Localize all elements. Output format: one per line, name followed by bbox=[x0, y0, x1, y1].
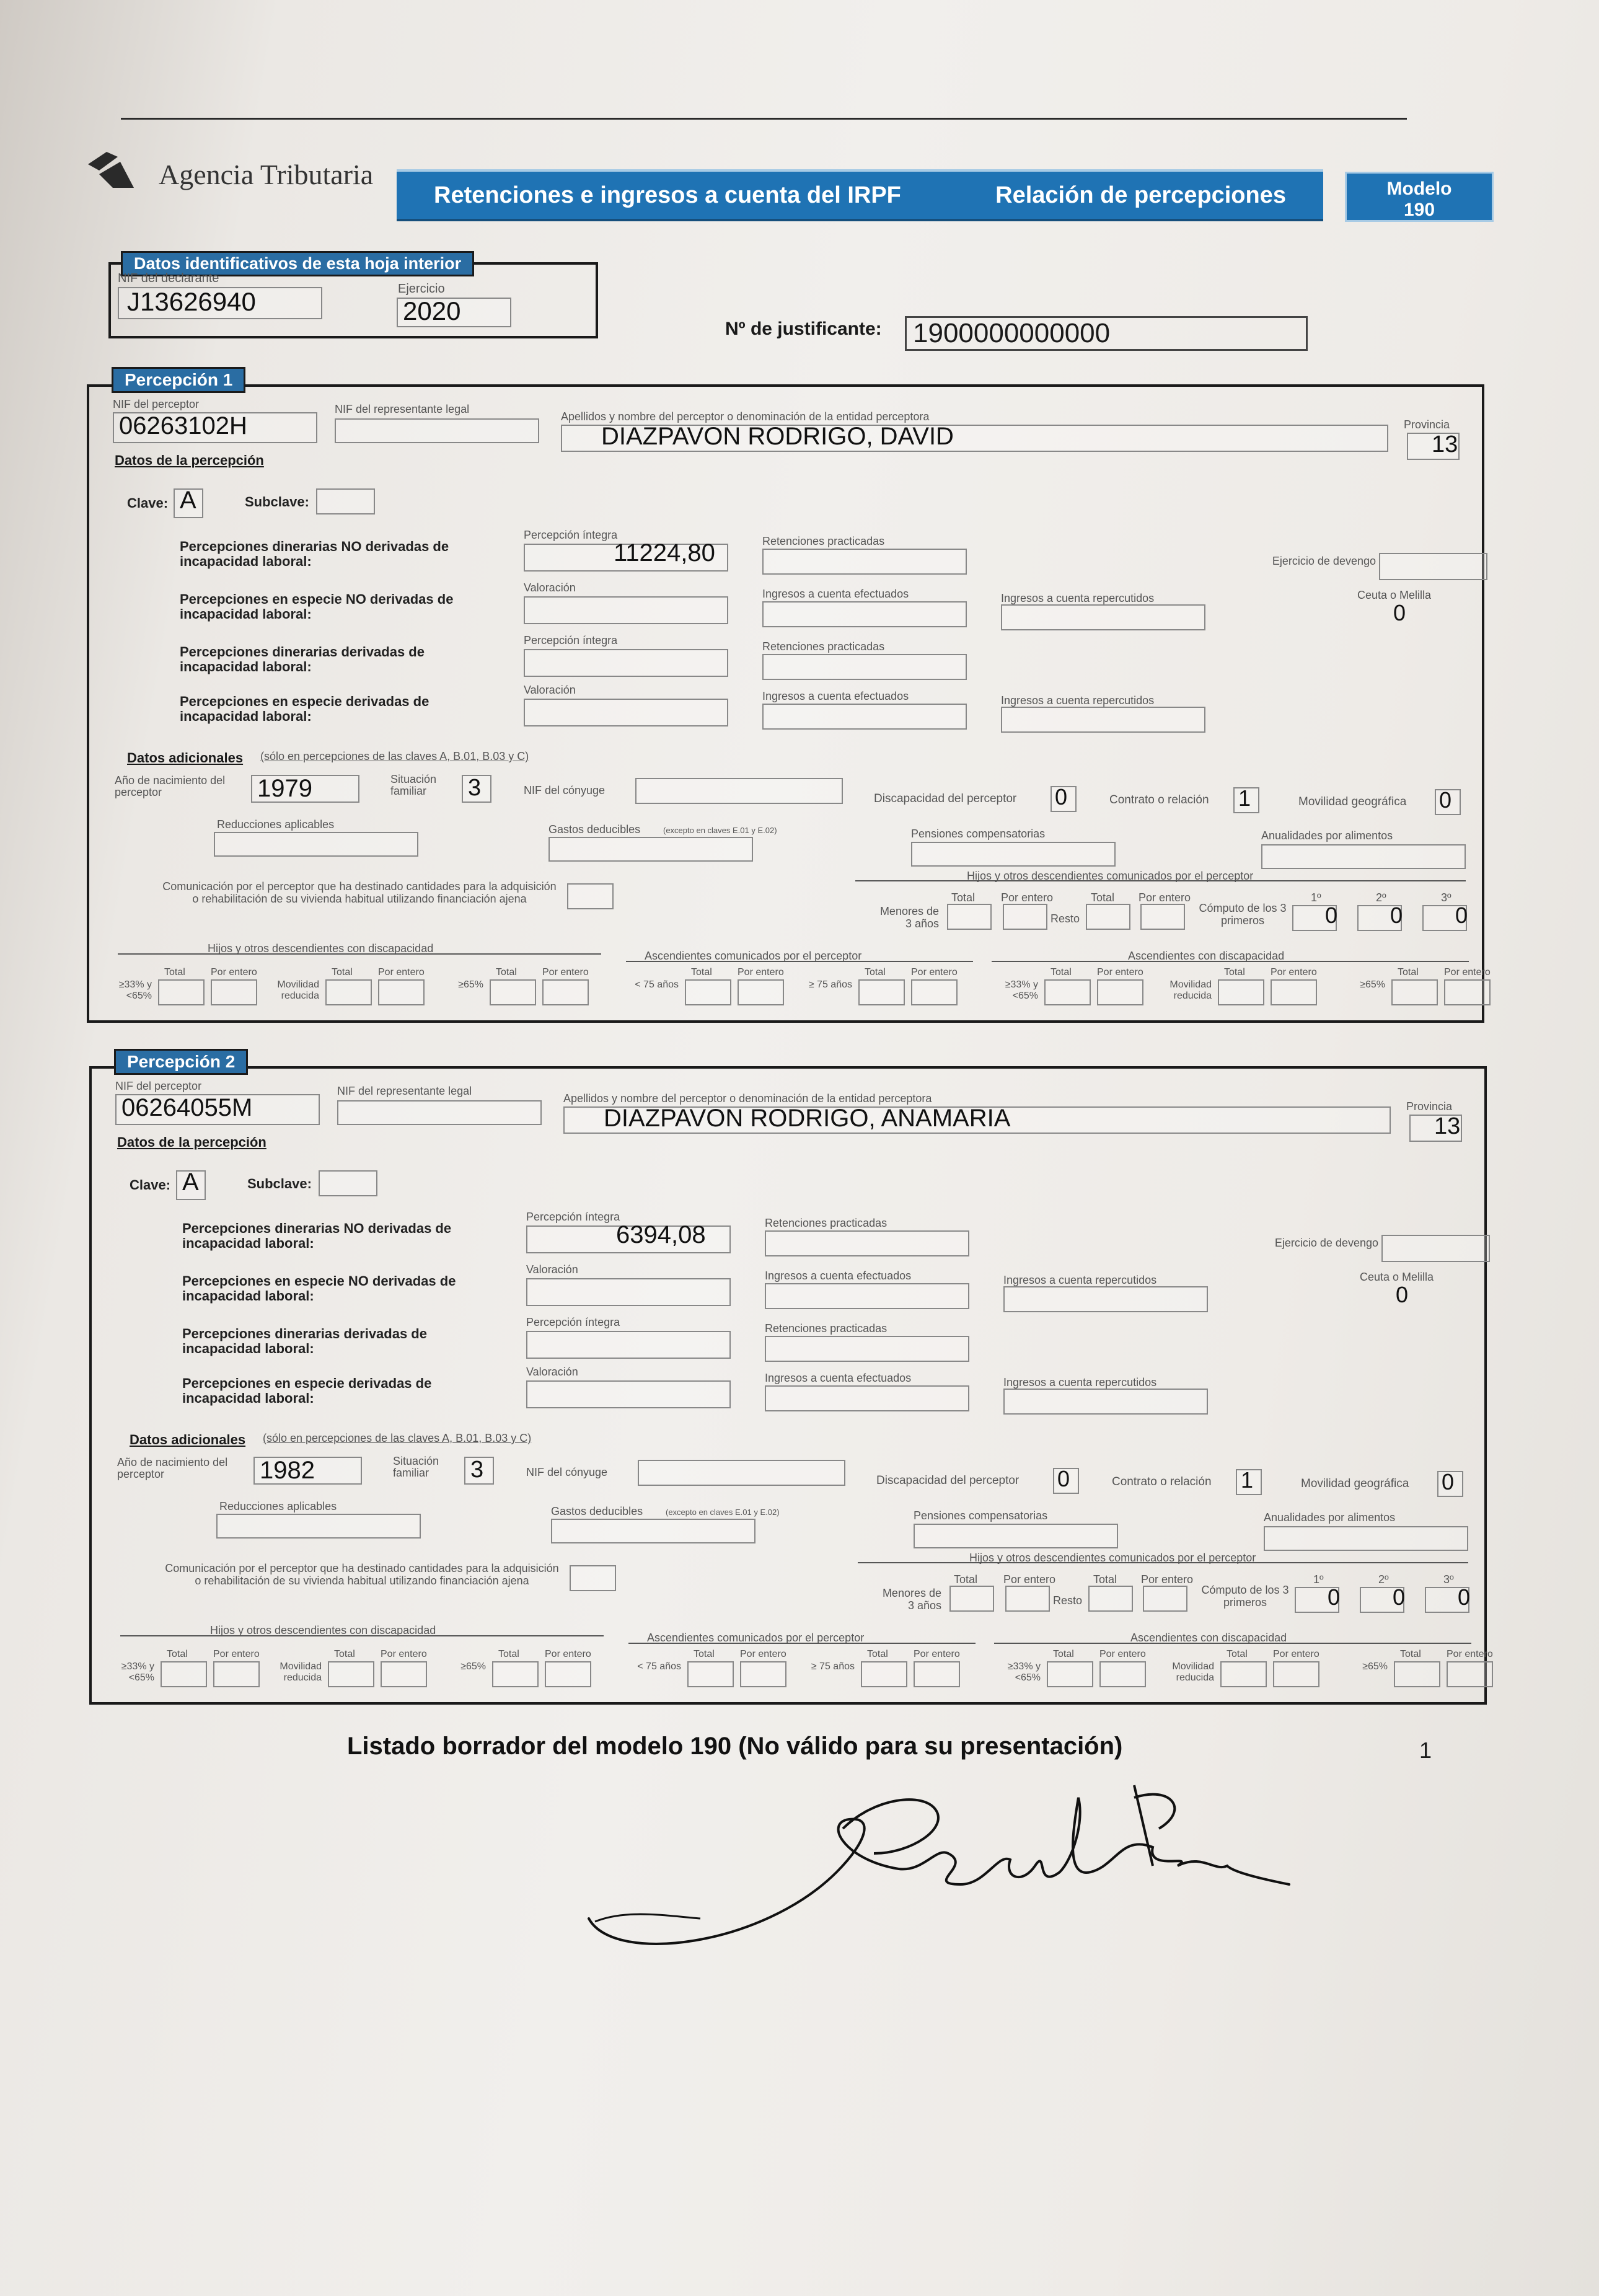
reducciones-label: Reducciones aplicables bbox=[217, 818, 335, 831]
datos-adicionales-heading: Datos adicionales bbox=[130, 1432, 246, 1447]
modelo-label: Modelo bbox=[1386, 179, 1452, 199]
col2-field[interactable] bbox=[762, 549, 967, 575]
total-field[interactable] bbox=[687, 1661, 734, 1687]
apellidos-label: Apellidos y nombre del perceptor o denominación de la entidad perceptora bbox=[561, 410, 930, 423]
ingresos-repercutidos-label: Ingresos a cuenta repercutidos bbox=[1003, 1376, 1157, 1389]
group-label: < 75 años bbox=[635, 979, 679, 990]
entero-field[interactable] bbox=[740, 1661, 786, 1687]
form-subtitle: Relación de percepciones bbox=[995, 182, 1286, 208]
total-field[interactable] bbox=[858, 979, 905, 1005]
computo-label: Cómputo de los 3 primeros bbox=[1199, 902, 1287, 927]
nif-perceptor-label: NIF del perceptor bbox=[115, 1080, 202, 1092]
anio-nacimiento-label: Año de nacimiento del perceptor bbox=[117, 1456, 228, 1480]
anualidades-field[interactable] bbox=[1264, 1526, 1468, 1551]
clave-label: Clave: bbox=[130, 1177, 171, 1193]
percepcion-row-label: Percepciones dinerarias NO derivadas de incapacidad laboral: bbox=[180, 539, 449, 569]
por-entero-label: Por entero bbox=[914, 1649, 960, 1659]
comunicacion-field[interactable] bbox=[567, 883, 614, 909]
subclave-field[interactable] bbox=[319, 1170, 377, 1196]
group-label: Movilidad reducida bbox=[280, 1661, 322, 1683]
gastos-field[interactable] bbox=[551, 1519, 755, 1543]
ascendientes-label: Ascendientes comunicados por el perceptor bbox=[647, 1631, 865, 1644]
col2-field[interactable] bbox=[762, 654, 967, 680]
entero-field[interactable] bbox=[911, 979, 958, 1005]
movilidad-value: 0 bbox=[1439, 787, 1452, 813]
col2-field[interactable] bbox=[765, 1385, 969, 1411]
col1-field[interactable] bbox=[526, 1331, 731, 1359]
situacion-label: Situación familiar bbox=[393, 1455, 439, 1479]
por-entero-label: Por entero bbox=[211, 967, 257, 978]
por-entero-label: Por entero bbox=[1139, 891, 1191, 904]
total-field[interactable] bbox=[161, 1661, 207, 1687]
resto-label: Resto bbox=[1053, 1594, 1083, 1607]
total-label: Total bbox=[1227, 1649, 1248, 1659]
por-entero-label: Por entero bbox=[911, 967, 958, 978]
col2-label: Ingresos a cuenta efectuados bbox=[765, 1269, 912, 1282]
group-label: Movilidad reducida bbox=[1172, 1661, 1214, 1683]
col2-label: Retenciones practicadas bbox=[762, 535, 885, 547]
percepcion-row-label: Percepciones dinerarias derivadas de incapacidad laboral: bbox=[182, 1326, 427, 1356]
entero-field[interactable] bbox=[738, 979, 784, 1005]
total-field[interactable] bbox=[490, 979, 536, 1005]
modelo-badge bbox=[1345, 172, 1494, 222]
entero-field[interactable] bbox=[545, 1661, 591, 1687]
entero-field[interactable] bbox=[1444, 979, 1491, 1005]
computo-col-label: 1º bbox=[1313, 1573, 1324, 1586]
discapacidad-label: Discapacidad del perceptor bbox=[876, 1474, 1020, 1487]
percepcion-row-label: Percepciones en especie NO derivadas de incapacidad laboral: bbox=[180, 591, 454, 622]
nif-perceptor-value: 06264055M bbox=[121, 1094, 253, 1121]
group-label: ≥ 75 años bbox=[808, 979, 852, 990]
total-label: Total bbox=[496, 967, 517, 978]
total-label: Total bbox=[332, 967, 353, 978]
entero-field[interactable] bbox=[542, 979, 589, 1005]
menores-label: Menores de 3 años bbox=[879, 905, 939, 930]
subclave-label: Subclave: bbox=[245, 494, 309, 510]
computo-value: 0 bbox=[1393, 1584, 1406, 1610]
computo-col-label: 2º bbox=[1378, 1573, 1389, 1586]
total-label: Total bbox=[1398, 967, 1419, 978]
group-label: ≥65% bbox=[1362, 1661, 1388, 1672]
justificante-label: Nº de justificante: bbox=[725, 319, 882, 339]
discapacidad-value: 0 bbox=[1057, 1466, 1070, 1491]
provincia-label: Provincia bbox=[1404, 418, 1450, 431]
resto-label: Resto bbox=[1051, 912, 1080, 925]
menores-total-field[interactable] bbox=[947, 904, 992, 930]
ceuta-value: 0 bbox=[1393, 600, 1406, 625]
total-label: Total bbox=[691, 967, 712, 978]
provincia-value: 13 bbox=[1434, 1113, 1461, 1139]
anio-value: 1982 bbox=[260, 1457, 315, 1484]
movilidad-label: Movilidad geográfica bbox=[1298, 795, 1407, 808]
computo-value: 0 bbox=[1458, 1584, 1471, 1610]
datos-adicionales-note: (sólo en percepciones de las claves A, B.01, B.03 y C) bbox=[260, 750, 529, 762]
total-label: Total bbox=[1051, 967, 1072, 978]
total-field[interactable] bbox=[861, 1661, 907, 1687]
por-entero-label: Por entero bbox=[1001, 891, 1054, 904]
situacion-value: 3 bbox=[468, 775, 482, 801]
menores-entero-field[interactable] bbox=[1003, 904, 1047, 930]
total-label: Total bbox=[334, 1649, 355, 1659]
total-field[interactable] bbox=[158, 979, 205, 1005]
total-field[interactable] bbox=[1220, 1661, 1267, 1687]
por-entero-label: Por entero bbox=[1003, 1573, 1056, 1586]
total-label: Total bbox=[954, 1573, 978, 1586]
total-field[interactable] bbox=[1218, 979, 1264, 1005]
group-label: ≥65% bbox=[1360, 979, 1385, 990]
entero-field[interactable] bbox=[1447, 1661, 1493, 1687]
comunicacion-label: Comunicación por el perceptor que ha destinado cantidades para la adquisición o rehabilitación de su vivienda habitual utilizando financiación ajena bbox=[165, 1562, 559, 1587]
pensiones-field[interactable] bbox=[914, 1524, 1118, 1548]
total-field[interactable] bbox=[328, 1661, 374, 1687]
entero-field[interactable] bbox=[381, 1661, 427, 1687]
col2-field[interactable] bbox=[765, 1283, 969, 1309]
justificante-value[interactable]: 1900000000000 bbox=[905, 316, 1308, 351]
por-entero-label: Por entero bbox=[1141, 1573, 1194, 1586]
total-label: Total bbox=[1224, 967, 1245, 978]
datos-adicionales-heading: Datos adicionales bbox=[127, 750, 244, 766]
signature-image bbox=[576, 1760, 1302, 1965]
col1-label: Percepción íntegra bbox=[524, 634, 618, 647]
percepcion-row-label: Percepciones dinerarias NO derivadas de incapacidad laboral: bbox=[182, 1221, 452, 1251]
group-label: ≥33% y <65% bbox=[1005, 979, 1038, 1001]
total-label: Total bbox=[1053, 1649, 1074, 1659]
modelo-number: 190 bbox=[1403, 200, 1435, 220]
resto-entero-field[interactable] bbox=[1140, 904, 1185, 930]
ingresos-repercutidos-field[interactable] bbox=[1001, 604, 1205, 630]
nif-conyuge-label: NIF del cónyuge bbox=[526, 1466, 608, 1478]
computo-label: Cómputo de los 3 primeros bbox=[1201, 1584, 1289, 1609]
entero-field[interactable] bbox=[1273, 1661, 1319, 1687]
por-entero-label: Por entero bbox=[1097, 967, 1143, 978]
identification-title: Datos identificativos de esta hoja interior bbox=[121, 251, 474, 276]
computo-col-label: 3º bbox=[1443, 1573, 1454, 1586]
group-label: ≥ 75 años bbox=[811, 1661, 855, 1672]
percepcion-title: Percepción 1 bbox=[112, 367, 245, 393]
col1-label: Percepción íntegra bbox=[524, 529, 618, 541]
por-entero-label: Por entero bbox=[378, 967, 425, 978]
ascendientes-disc-label: Ascendientes con discapacidad bbox=[1130, 1631, 1287, 1644]
entero-field[interactable] bbox=[378, 979, 425, 1005]
col2-field[interactable] bbox=[762, 601, 967, 627]
ceuta-label: Ceuta o Melilla bbox=[1357, 589, 1432, 601]
movilidad-value: 0 bbox=[1442, 1469, 1455, 1495]
group-label: < 75 años bbox=[637, 1661, 681, 1672]
por-entero-label: Por entero bbox=[542, 967, 589, 978]
datos-percepcion-heading: Datos de la percepción bbox=[117, 1134, 266, 1150]
resto-total-field[interactable] bbox=[1088, 1586, 1133, 1612]
reducciones-field[interactable] bbox=[216, 1514, 421, 1539]
agencia-logo-icon bbox=[88, 152, 134, 189]
ceuta-label: Ceuta o Melilla bbox=[1360, 1271, 1434, 1283]
col1-field[interactable] bbox=[524, 596, 728, 624]
ceuta-value: 0 bbox=[1396, 1282, 1409, 1307]
nombre-value: DIAZPAVON RODRIGO, ANAMARIA bbox=[604, 1105, 1011, 1132]
por-entero-label: Por entero bbox=[545, 1649, 591, 1659]
nif-perceptor-label: NIF del perceptor bbox=[113, 398, 200, 410]
apellidos-label: Apellidos y nombre del perceptor o denominación de la entidad perceptora bbox=[563, 1092, 932, 1105]
total-field[interactable] bbox=[325, 979, 372, 1005]
menores-entero-field[interactable] bbox=[1005, 1586, 1050, 1612]
entero-field[interactable] bbox=[1097, 979, 1143, 1005]
anualidades-label: Anualidades por alimentos bbox=[1264, 1511, 1396, 1524]
computo-value: 0 bbox=[1325, 903, 1338, 928]
percepcion-row-label: Percepciones en especie derivadas de incapacidad laboral: bbox=[182, 1375, 432, 1406]
hijos-discapacidad-label: Hijos y otros descendientes con discapacidad bbox=[210, 1624, 436, 1636]
anio-nacimiento-label: Año de nacimiento del perceptor bbox=[115, 774, 226, 798]
col2-field[interactable] bbox=[762, 704, 967, 730]
percepcion-title: Percepción 2 bbox=[114, 1049, 248, 1075]
discapacidad-label: Discapacidad del perceptor bbox=[874, 792, 1017, 805]
ingresos-repercutidos-field[interactable] bbox=[1001, 707, 1205, 733]
nif-perceptor-value: 06263102H bbox=[119, 412, 247, 439]
clave-value: A bbox=[182, 1168, 199, 1196]
pensiones-label: Pensiones compensatorias bbox=[914, 1509, 1048, 1522]
provincia-value: 13 bbox=[1432, 431, 1458, 457]
ejercicio-devengo-field[interactable] bbox=[1379, 553, 1487, 580]
clave-value: A bbox=[180, 487, 196, 514]
ascendientes-label: Ascendientes comunicados por el perceptor bbox=[645, 950, 862, 962]
por-entero-label: Por entero bbox=[1271, 967, 1317, 978]
agency-name: Agencia Tributaria bbox=[159, 159, 374, 190]
total-field[interactable] bbox=[1394, 1661, 1440, 1687]
contrato-label: Contrato o relación bbox=[1109, 793, 1209, 806]
ingresos-repercutidos-label: Ingresos a cuenta repercutidos bbox=[1001, 592, 1155, 604]
col2-label: Ingresos a cuenta efectuados bbox=[765, 1372, 912, 1384]
nif-conyuge-field[interactable] bbox=[635, 778, 843, 804]
anio-value: 1979 bbox=[257, 775, 312, 802]
nif-conyuge-field[interactable] bbox=[638, 1460, 845, 1486]
ascendientes-disc-label: Ascendientes con discapacidad bbox=[1128, 950, 1285, 962]
resto-entero-field[interactable] bbox=[1143, 1586, 1187, 1612]
total-label: Total bbox=[694, 1649, 715, 1659]
col1-label: Valoración bbox=[526, 1366, 578, 1378]
col1-label: Valoración bbox=[526, 1263, 578, 1276]
total-label: Total bbox=[1093, 1573, 1117, 1586]
col1-field[interactable] bbox=[524, 699, 728, 726]
hijos-discapacidad-label: Hijos y otros descendientes con discapacidad bbox=[208, 942, 434, 955]
nif-representante-label: NIF del representante legal bbox=[335, 403, 470, 415]
por-entero-label: Por entero bbox=[1273, 1649, 1319, 1659]
situacion-value: 3 bbox=[470, 1457, 484, 1483]
computo-value: 0 bbox=[1455, 903, 1468, 928]
ingresos-repercutidos-field[interactable] bbox=[1003, 1286, 1208, 1312]
percepcion-row-label: Percepciones dinerarias derivadas de incapacidad laboral: bbox=[180, 644, 425, 674]
por-entero-label: Por entero bbox=[1099, 1649, 1146, 1659]
computo-col-label: 2º bbox=[1376, 891, 1386, 904]
resto-total-field[interactable] bbox=[1086, 904, 1130, 930]
por-entero-label: Por entero bbox=[740, 1649, 786, 1659]
total-label: Total bbox=[867, 1649, 888, 1659]
col1-label: Valoración bbox=[524, 581, 576, 594]
col2-field[interactable] bbox=[765, 1336, 969, 1362]
group-label: ≥33% y <65% bbox=[1007, 1661, 1041, 1683]
menores-label: Menores de 3 años bbox=[882, 1587, 941, 1612]
group-label: ≥65% bbox=[458, 979, 483, 990]
movilidad-label: Movilidad geográfica bbox=[1301, 1477, 1409, 1490]
nif-representante-label: NIF del representante legal bbox=[337, 1085, 472, 1097]
ejercicio-devengo-field[interactable] bbox=[1381, 1235, 1490, 1262]
ingresos-repercutidos-label: Ingresos a cuenta repercutidos bbox=[1001, 694, 1155, 707]
por-entero-label: Por entero bbox=[1447, 1649, 1493, 1659]
computo-col-label: 1º bbox=[1311, 891, 1321, 904]
por-entero-label: Por entero bbox=[381, 1649, 427, 1659]
discapacidad-value: 0 bbox=[1055, 784, 1068, 810]
total-field[interactable] bbox=[1047, 1661, 1093, 1687]
total-label: Total bbox=[865, 967, 886, 978]
percepcion-row-label: Percepciones en especie NO derivadas de incapacidad laboral: bbox=[182, 1273, 456, 1304]
group-label: Movilidad reducida bbox=[277, 979, 319, 1001]
col1-label: Valoración bbox=[524, 684, 576, 696]
gastos-note: (excepto en claves E.01 y E.02) bbox=[666, 1508, 780, 1517]
entero-field[interactable] bbox=[914, 1661, 960, 1687]
anualidades-field[interactable] bbox=[1261, 844, 1466, 869]
reducciones-label: Reducciones aplicables bbox=[219, 1500, 337, 1512]
top-rule bbox=[121, 118, 1407, 120]
col2-label: Retenciones practicadas bbox=[765, 1322, 888, 1335]
group-label: Movilidad reducida bbox=[1170, 979, 1212, 1001]
entero-field[interactable] bbox=[1099, 1661, 1146, 1687]
total-field[interactable] bbox=[1391, 979, 1438, 1005]
entero-field[interactable] bbox=[211, 979, 257, 1005]
nif-declarante-label: NIF del declarante bbox=[118, 272, 219, 285]
comunicacion-label: Comunicación por el perceptor que ha destinado cantidades para la adquisición o rehabilitación de su vivienda habitual utilizando financiación ajena bbox=[162, 880, 557, 905]
col1-field[interactable] bbox=[526, 1380, 731, 1408]
col2-field[interactable] bbox=[765, 1230, 969, 1256]
ejercicio-devengo-label: Ejercicio de devengo bbox=[1272, 555, 1376, 567]
total-field[interactable] bbox=[685, 979, 731, 1005]
ingresos-repercutidos-label: Ingresos a cuenta repercutidos bbox=[1003, 1274, 1157, 1286]
form-title: Retenciones e ingresos a cuenta del IRPF bbox=[434, 182, 901, 208]
footer-note: Listado borrador del modelo 190 (No válido para su presentación) bbox=[347, 1733, 1123, 1760]
total-field[interactable] bbox=[492, 1661, 539, 1687]
hijos-comunicados-label: Hijos y otros descendientes comunicados por el perceptor bbox=[969, 1552, 1256, 1564]
ingresos-repercutidos-field[interactable] bbox=[1003, 1389, 1208, 1415]
group-label: ≥33% y <65% bbox=[118, 979, 152, 1001]
por-entero-label: Por entero bbox=[738, 967, 784, 978]
ejercicio-value: 2020 bbox=[403, 296, 461, 325]
gastos-field[interactable] bbox=[548, 837, 753, 862]
por-entero-label: Por entero bbox=[1444, 967, 1491, 978]
pensiones-field[interactable] bbox=[911, 842, 1116, 867]
col2-label: Ingresos a cuenta efectuados bbox=[762, 690, 909, 702]
form-title-bar bbox=[397, 169, 1323, 221]
total-field[interactable] bbox=[1044, 979, 1091, 1005]
situacion-label: Situación familiar bbox=[390, 773, 437, 797]
gastos-label: Gastos deducibles bbox=[551, 1505, 643, 1517]
ejercicio-devengo-label: Ejercicio de devengo bbox=[1274, 1237, 1378, 1249]
provincia-label: Provincia bbox=[1406, 1100, 1453, 1113]
percepcion-integra-value: 11224,80 bbox=[614, 539, 715, 567]
menores-total-field[interactable] bbox=[949, 1586, 994, 1612]
col1-label: Percepción íntegra bbox=[526, 1316, 620, 1328]
col2-label: Retenciones practicadas bbox=[762, 640, 885, 653]
hijos-comunicados-label: Hijos y otros descendientes comunicados por el perceptor bbox=[967, 870, 1254, 882]
total-label: Total bbox=[951, 891, 976, 904]
nif-declarante-value: J13626940 bbox=[127, 287, 256, 316]
entero-field[interactable] bbox=[1271, 979, 1317, 1005]
computo-col-label: 3º bbox=[1441, 891, 1451, 904]
datos-percepcion-heading: Datos de la percepción bbox=[115, 453, 264, 468]
col1-label: Percepción íntegra bbox=[526, 1211, 620, 1223]
percepcion-integra-value: 6394,08 bbox=[616, 1221, 706, 1248]
group-label: ≥65% bbox=[460, 1661, 486, 1672]
clave-label: Clave: bbox=[127, 495, 169, 511]
nif-representante-field[interactable] bbox=[337, 1100, 542, 1125]
entero-field[interactable] bbox=[213, 1661, 260, 1687]
col2-label: Retenciones practicadas bbox=[765, 1217, 888, 1229]
ejercicio-label: Ejercicio bbox=[398, 282, 445, 296]
group-label: ≥33% y <65% bbox=[121, 1661, 154, 1683]
pensiones-label: Pensiones compensatorias bbox=[911, 828, 1046, 840]
gastos-note: (excepto en claves E.01 y E.02) bbox=[663, 826, 777, 835]
datos-adicionales-note: (sólo en percepciones de las claves A, B.01, B.03 y C) bbox=[263, 1432, 532, 1444]
anualidades-label: Anualidades por alimentos bbox=[1261, 829, 1393, 842]
gastos-label: Gastos deducibles bbox=[548, 823, 641, 836]
page-number: 1 bbox=[1419, 1737, 1432, 1763]
total-label: Total bbox=[498, 1649, 519, 1659]
total-label: Total bbox=[1400, 1649, 1421, 1659]
nif-representante-field[interactable] bbox=[335, 418, 539, 443]
comunicacion-field[interactable] bbox=[570, 1565, 616, 1591]
col1-field[interactable] bbox=[526, 1278, 731, 1306]
percepcion-row-label: Percepciones en especie derivadas de incapacidad laboral: bbox=[180, 694, 429, 724]
contrato-value: 1 bbox=[1238, 785, 1251, 811]
total-label: Total bbox=[164, 967, 185, 978]
total-label: Total bbox=[167, 1649, 188, 1659]
subclave-label: Subclave: bbox=[247, 1176, 312, 1191]
computo-value: 0 bbox=[1328, 1584, 1341, 1610]
contrato-value: 1 bbox=[1241, 1467, 1254, 1493]
nif-conyuge-label: NIF del cónyuge bbox=[524, 784, 606, 797]
contrato-label: Contrato o relación bbox=[1112, 1475, 1212, 1488]
col2-label: Ingresos a cuenta efectuados bbox=[762, 588, 909, 600]
total-label: Total bbox=[1091, 891, 1115, 904]
col1-field[interactable] bbox=[524, 649, 728, 677]
reducciones-field[interactable] bbox=[214, 832, 418, 857]
por-entero-label: Por entero bbox=[213, 1649, 260, 1659]
nombre-value: DIAZPAVON RODRIGO, DAVID bbox=[601, 423, 954, 450]
subclave-field[interactable] bbox=[316, 488, 375, 514]
computo-value: 0 bbox=[1390, 903, 1403, 928]
